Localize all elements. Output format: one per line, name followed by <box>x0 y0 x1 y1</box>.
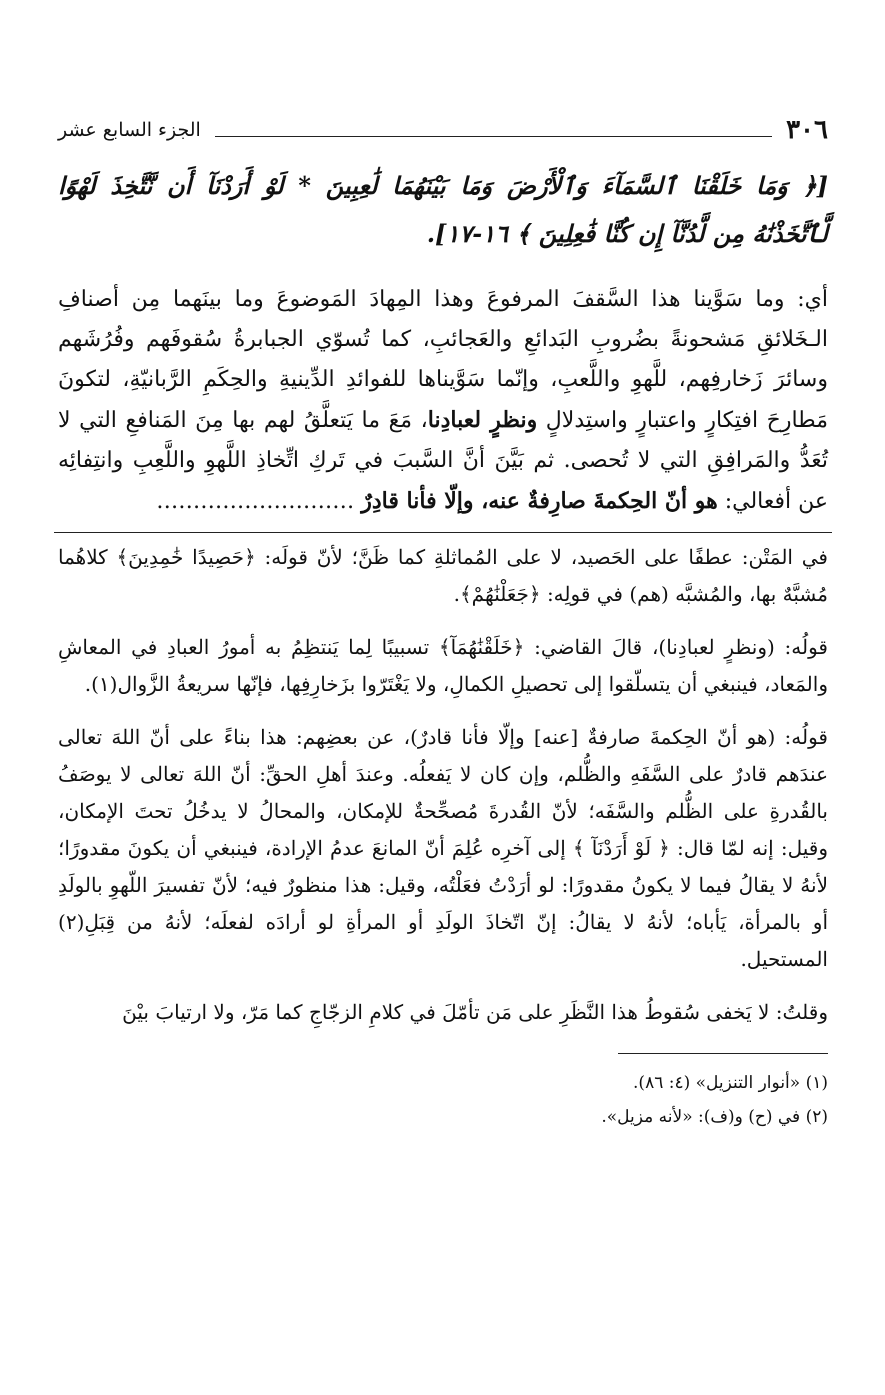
footnote-rule <box>618 1053 828 1054</box>
commentary-text: أي: وما سَوَّينا هذا السَّقفَ المرفوعَ وهذا المِهادَ المَوضوعَ وما بينَهما مِن أصنافِ الـخَلائقِ مَشحونةً بضُروبِ البَدائعِ والعَجائبِ، كما تُسوّي الجبابرةُ سُقوفَهم وفُرُشَهم وسائرَ زَخارفِهم، للَّهوِ واللَّعبِ، وإنّما سَوَّيناها للفوائدِ الدِّينيةِ والحِكَمِ الرَّبانيّةِ، لتكونَ مَطارِحَ افتِكارٍ واعتبارٍ واستِدلالٍ <box>58 287 829 433</box>
commentary-bold-phrase-1: ونظرٍ لعبادِنا <box>427 407 538 433</box>
ellipsis-dots: ……………………… <box>156 489 355 514</box>
commentary-text-2: ، مَعَ ما يَتعلَّقُ لهم بها مِنَ المَنافعِ التي لا تُعَدُّ والمَرافِقِ التي لا تُحصى. ثم بَيَّنَ أنَّ السَّببَ في تَركِ اتِّخاذِ اللَّهوِ واللَّعِبِ وانتِفائِه عن أفعالي: <box>58 408 828 514</box>
footnotes <box>58 1066 828 1134</box>
gloss-paragraph-3: قولُه: (هو أنّ الحِكمةَ صارفةٌ [عنه] وإلّا فأنا قادرٌ)، عن بعضِهم: هذا بناءً على أنّ اللهَ تعالى عندَهم قادرٌ على السَّفَهِ والظُّلم، وإن كان لا يَفعلُه. وعندَ أهلِ الحقِّ: أنّ اللهَ تعالى لا يوصَفُ بالقُدرةِ على الظُّلم والسَّفَه؛ لأنّ القُدرةَ مُصحِّحةٌ للإمكان، والمحالُ لا يدخُلُ تحتَ الإمكان، وقيل: إنه لمّا قال: ﴿ لَوْ أَرَدْنَآ ﴾ إلى آخرِه عُلِمَ أنّ المانعَ عدمُ الإرادة، فينبغي أن يكونَ مقدورًا؛ لأنهُ لا يقالُ فيما لا يكونُ مقدورًا: لو أرَدْتُ فعَلْتُه، وقيل: هذا منظورٌ فيه؛ لأنّ تفسيرَ اللّهوِ بالولَدِ أو بالمرأة، يَأباه؛ لأنهُ لا يقالُ: إنّ اتّخاذَ الولَدِ أو المرأةِ لو أرادَه لفعلَه؛ لأنهُ من قِبَلِ(٢) المستحيل. <box>58 725 828 971</box>
commentary-bold-phrase-2: هو أنّ الحِكمةَ صارِفةٌ عنه، وإلّا فأنا قادِرٌ <box>361 488 718 514</box>
running-header <box>58 110 828 150</box>
footnote-2: (٢) في (ح) و(ف): «لأنه مزيل». <box>601 1107 828 1127</box>
quran-verse-block: [﴿ وَمَا خَلَقْنَا ٱلسَّمَآءَ وَٱلْأَرْضَ وَمَا بَيْنَهُمَا لَٰعِبِينَ * لَوْ أَرَدْنَآ أَن نَّتَّخِذَ لَهْوًا لَّٱتَّخَذْنَٰهُ مِن لَّدُنَّآ إِن كُنَّا فَٰعِلِينَ ﴾ ١٦-١٧]. <box>58 171 828 248</box>
main-commentary <box>58 280 828 522</box>
page-number: ٣٠٦ <box>786 115 828 145</box>
gloss-paragraph-2: قولُه: (ونظرٍ لعبادِنا)، قالَ القاضي: ﴿خَلَقْنَٰهُمَآ﴾ تسبيبًا لِما يَنتظِمُ به أمورُ العبادِ في المعاشِ والمَعاد، فينبغي أن يتسلّقوا إلى تحصيلِ الكمالِ، ولا يَغْتَرّوا بزَخارِفِها، فإنّها سريعةُ الزَّوال(١). <box>58 635 828 696</box>
book-page <box>58 110 828 1134</box>
section-divider <box>54 532 832 533</box>
gloss-paragraph-1: في المَتْن: عطفًا على الحَصيد، لا على المُماثلةِ كما ظَنَّ؛ لأنّ قولَه: ﴿حَصِيدًا خَٰمِدِينَ﴾ كلاهُما مُشبَّهٌ بها، والمُشبَّه (هم) في قولِه: ﴿جَعَلْنَٰهُمْ﴾. <box>58 545 828 606</box>
footnote-1: (١) «أنوار التنزيل» (٤: ٨٦). <box>633 1073 828 1093</box>
gloss-section <box>58 539 828 1031</box>
gloss-paragraph-4: وقلتُ: لا يَخفى سُقوطُ هذا النَّظَرِ على مَن تأمّلَ في كلامِ الزجّاجِ كما مَرّ، ولا ارتيابَ بيْنَ <box>122 1000 828 1024</box>
running-title: الجزء السابع عشر <box>58 119 201 141</box>
header-rule <box>215 136 772 137</box>
